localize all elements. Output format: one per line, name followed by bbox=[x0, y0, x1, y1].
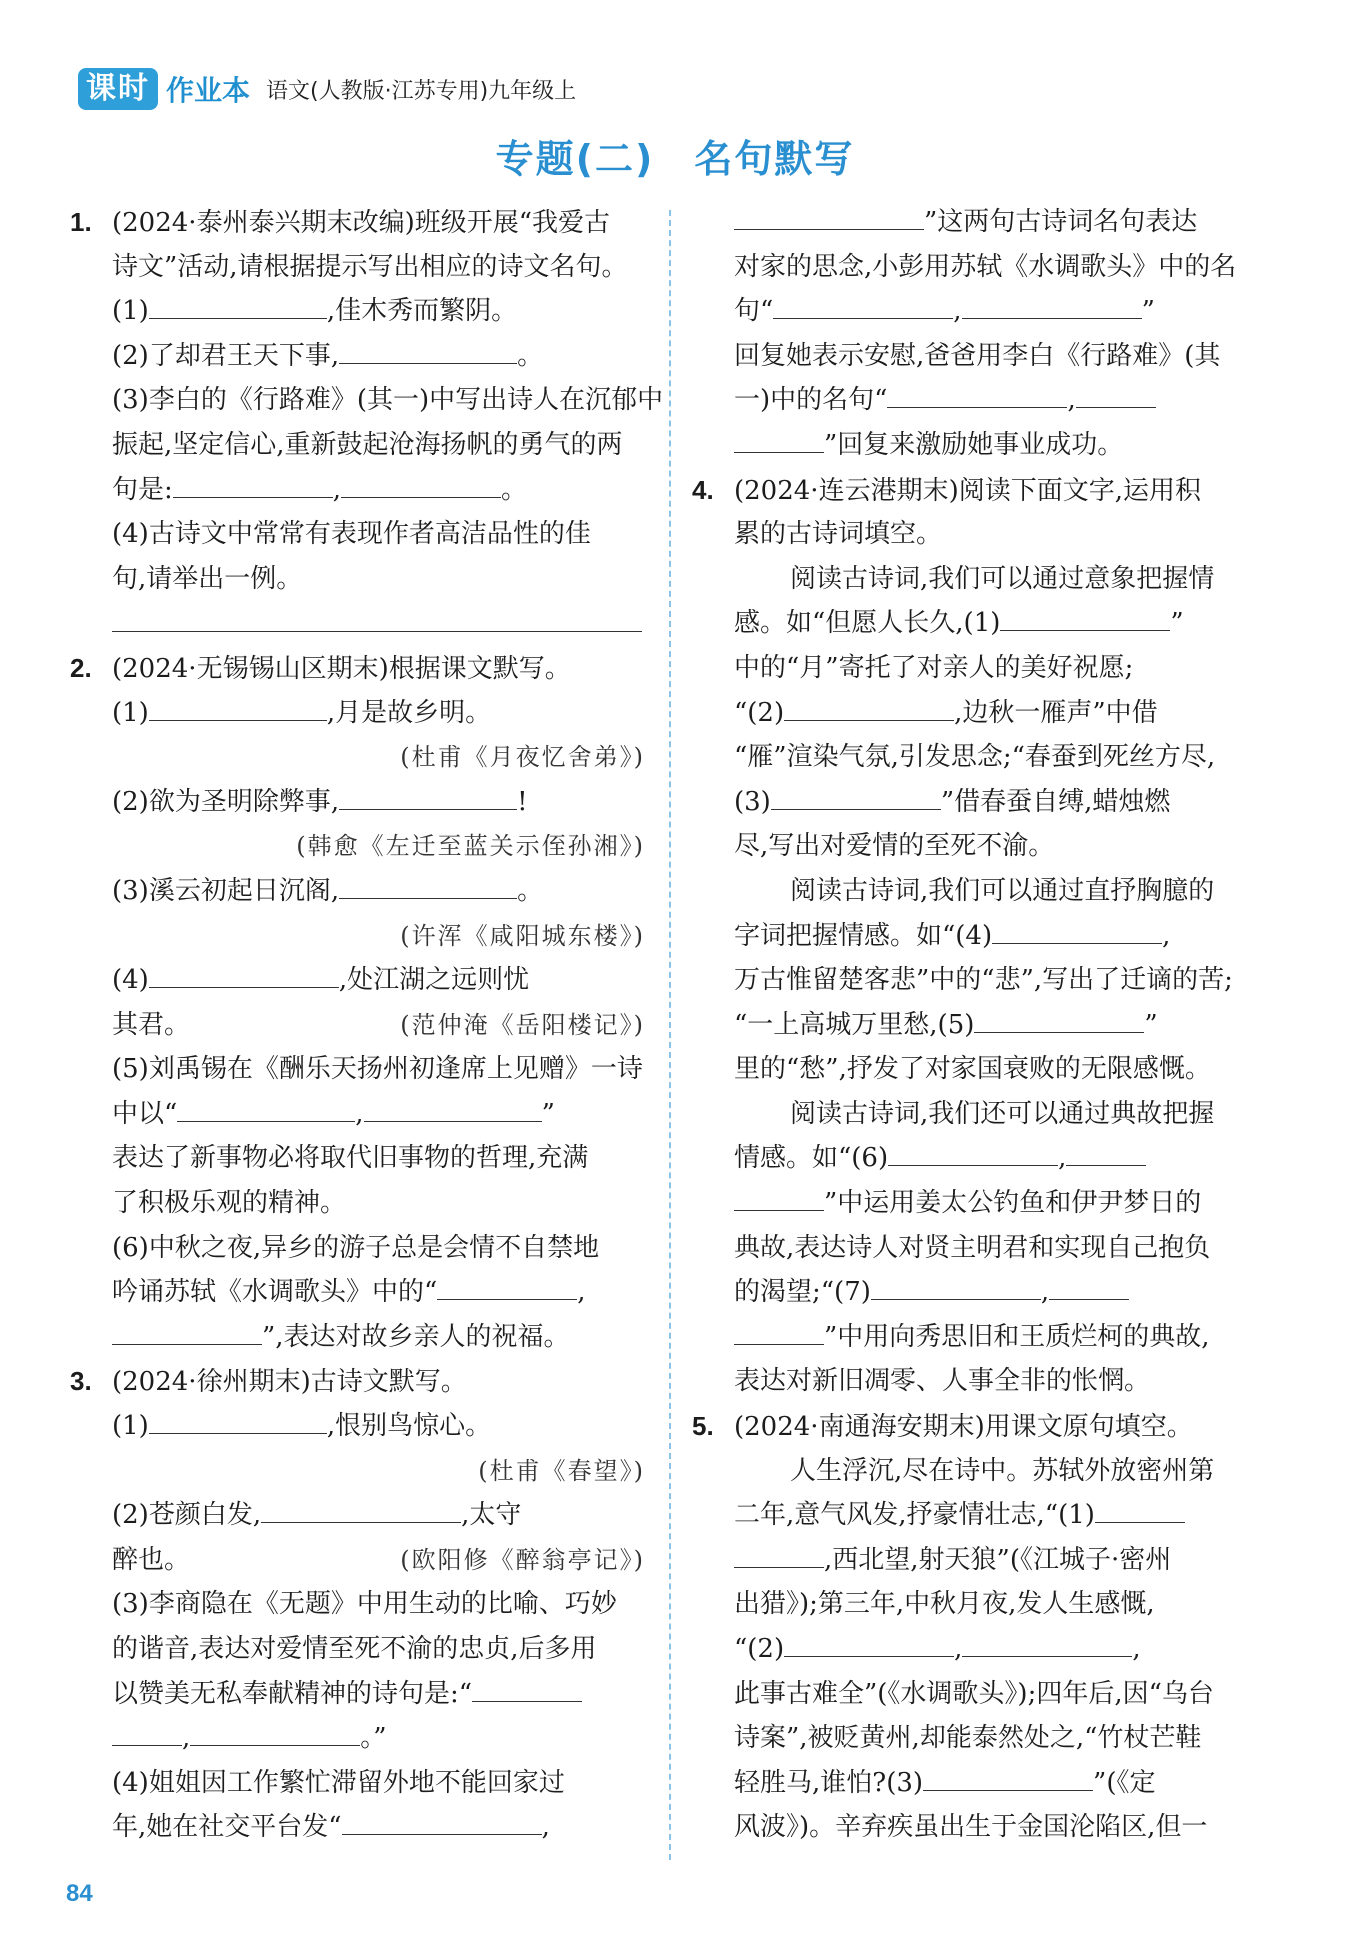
text-line bbox=[692, 1047, 1267, 1092]
text-line bbox=[692, 1805, 1267, 1850]
question-number: 2. bbox=[70, 652, 92, 683]
answer-blank[interactable] bbox=[339, 872, 517, 899]
text: 阅读古诗词,我们可以通过意象把握情 bbox=[790, 563, 1215, 594]
source-citation: (范仲淹《岳阳楼记》) bbox=[400, 1010, 645, 1039]
text: , bbox=[1040, 1277, 1050, 1308]
text: (6)中秋之夜,异乡的游子总是会情不自禁地 bbox=[112, 1232, 600, 1263]
text: 对家的思念,小彭用苏轼《水调歌头》中的名 bbox=[734, 251, 1237, 282]
q2-sub3 bbox=[70, 869, 645, 914]
text-line bbox=[70, 1582, 645, 1627]
text: ” bbox=[1170, 608, 1184, 639]
text: , bbox=[541, 1812, 550, 1843]
text: , bbox=[1132, 1634, 1141, 1664]
text: 。 bbox=[501, 474, 528, 505]
left-column bbox=[70, 200, 664, 1850]
text-line bbox=[70, 512, 645, 557]
logo-box: 课时 bbox=[78, 68, 158, 110]
continued-answer-3 bbox=[692, 378, 1267, 423]
text: 了积极乐观的精神。 bbox=[112, 1188, 347, 1219]
text: (2)欲为圣明除弊事, bbox=[112, 786, 340, 817]
source-citation: (韩愈《左迁至蓝关示侄孙湘》) bbox=[296, 832, 645, 861]
text: 振起,坚定信心,重新鼓起沧海扬帆的勇气的两 bbox=[112, 429, 623, 460]
answer-blank[interactable] bbox=[1095, 1496, 1185, 1523]
subject-label: 语文(人教版·江苏专用)九年级上 bbox=[266, 78, 577, 104]
text-line bbox=[692, 1449, 1267, 1494]
text: 诗文”活动,请根据提示写出相应的诗文名句。 bbox=[112, 251, 628, 282]
text: (2024·南通海安期末)用课文原句填空。 bbox=[734, 1412, 1193, 1443]
page-number: 84 bbox=[66, 1880, 93, 1907]
answer-blank[interactable] bbox=[112, 1719, 182, 1746]
text: 一)中的名句“ bbox=[734, 385, 888, 416]
text: (5)刘禹锡在《酬乐天扬州初逢席上见赠》一诗 bbox=[112, 1054, 643, 1085]
text: 句,请举出一例。 bbox=[112, 563, 303, 594]
right-column bbox=[692, 200, 1267, 1850]
answer-blank[interactable] bbox=[339, 337, 517, 364]
text: (3)李商隐在《无题》中用生动的比喻、巧妙 bbox=[112, 1589, 617, 1620]
question-2-line bbox=[70, 646, 645, 691]
text: ”回复来激励她事业成功。 bbox=[824, 429, 1124, 460]
text: , bbox=[332, 474, 342, 505]
text: (2024·徐州期末)古诗文默写。 bbox=[112, 1367, 467, 1398]
source-citation: (杜甫《月夜忆舍弟》) bbox=[400, 743, 645, 772]
text: ” bbox=[1144, 1009, 1158, 1040]
answer-blank[interactable] bbox=[734, 426, 824, 453]
text-line bbox=[70, 557, 645, 602]
text: (1) bbox=[112, 1411, 149, 1442]
question-number: 1. bbox=[70, 207, 92, 237]
continued-answer-2 bbox=[692, 289, 1267, 334]
text: 醉也。 bbox=[112, 1544, 191, 1575]
text-line bbox=[692, 869, 1267, 914]
q2-sub4 bbox=[70, 958, 645, 1003]
text: ” bbox=[541, 1098, 555, 1129]
q3-sub2-line2 bbox=[70, 1538, 645, 1583]
answer-blank[interactable] bbox=[1049, 1273, 1129, 1300]
q3-sub4-answer bbox=[70, 1805, 645, 1850]
question-number: 3. bbox=[70, 1366, 92, 1397]
answer-blank[interactable] bbox=[342, 1808, 542, 1835]
text-line bbox=[692, 1092, 1267, 1137]
q4-blank6-2 bbox=[692, 1181, 1267, 1226]
text-line bbox=[692, 1672, 1267, 1717]
text: 吟诵苏轼《水调歌头》中的“ bbox=[112, 1277, 438, 1308]
text: 阅读古诗词,我们还可以通过典故把握 bbox=[790, 1098, 1215, 1129]
text: “一上高城万里愁,(5) bbox=[734, 1009, 975, 1040]
text: 尽,写出对爱情的至死不渝。 bbox=[734, 831, 1055, 862]
text: 人生浮沉,尽在诗中。苏轼外放密州第 bbox=[790, 1455, 1215, 1486]
answer-blank[interactable] bbox=[1076, 381, 1156, 408]
q1-sub1 bbox=[70, 289, 645, 334]
text-line bbox=[70, 1181, 645, 1226]
text: , bbox=[1058, 1143, 1067, 1174]
q2-sub6-answer bbox=[70, 1270, 645, 1315]
text: 中以“ bbox=[112, 1098, 178, 1129]
q4-blank2 bbox=[692, 691, 1267, 736]
text: (4)古诗文中常常有表现作者高洁品性的佳 bbox=[112, 519, 591, 550]
source-citation: (杜甫《春望》) bbox=[478, 1456, 645, 1485]
text: 诗案”,被贬黄州,却能泰然处之,“竹杖芒鞋 bbox=[734, 1723, 1202, 1754]
answer-blank[interactable] bbox=[261, 1496, 461, 1523]
source-citation: (许浑《咸阳城东楼》) bbox=[400, 921, 645, 950]
text: (2)了却君王天下事, bbox=[112, 340, 340, 371]
q2-sub5-answer bbox=[70, 1092, 645, 1137]
q1-sub2 bbox=[70, 334, 645, 379]
text: , bbox=[954, 1634, 963, 1664]
q3-sub1 bbox=[70, 1404, 645, 1449]
answer-blank[interactable] bbox=[734, 1184, 824, 1211]
q4-blank1 bbox=[692, 601, 1267, 646]
q4-blank7 bbox=[692, 1270, 1267, 1315]
answer-blank[interactable] bbox=[149, 694, 327, 721]
q5-blank1-2 bbox=[692, 1538, 1267, 1583]
text: 阅读古诗词,我们可以通过直抒胸臆的 bbox=[790, 875, 1215, 906]
text-line bbox=[692, 512, 1267, 557]
question-3-line bbox=[70, 1359, 645, 1404]
text: “(2) bbox=[734, 1634, 785, 1664]
text-line bbox=[692, 1359, 1267, 1404]
text: (3) bbox=[734, 786, 771, 817]
text: 里的“愁”,抒发了对家国衰败的无限感慨。 bbox=[734, 1054, 1211, 1085]
answer-blank[interactable] bbox=[974, 1006, 1144, 1033]
text: 二年,意气风发,抒豪情壮志,“(1) bbox=[734, 1500, 1095, 1531]
text-line bbox=[692, 824, 1267, 869]
text: 此事古难全”(《水调歌头》);四年后,因“乌台 bbox=[734, 1678, 1214, 1709]
text: ,边秋一雁声”中借 bbox=[954, 697, 1158, 728]
q3-sub3-answer-2 bbox=[70, 1716, 645, 1761]
text: 。” bbox=[360, 1723, 387, 1754]
text: 。 bbox=[517, 875, 544, 906]
text-line bbox=[692, 1716, 1267, 1761]
q1-sub3-answer bbox=[70, 468, 645, 513]
text: 的谐音,表达对爱情至死不渝的忠贞,后多用 bbox=[112, 1634, 597, 1664]
text: , bbox=[953, 296, 962, 327]
text: ,处江湖之远则忧 bbox=[338, 965, 530, 996]
answer-blank[interactable] bbox=[149, 292, 327, 319]
text-line bbox=[692, 735, 1267, 780]
question-number: 5. bbox=[692, 1411, 714, 1442]
continued-answer bbox=[692, 200, 1267, 245]
text: ”,表达对故乡亲人的祝福。 bbox=[262, 1321, 570, 1352]
answer-blank[interactable] bbox=[190, 1719, 360, 1746]
text-line bbox=[70, 423, 645, 468]
question-5-line bbox=[692, 1404, 1267, 1449]
text: 感。如“但愿人长久,(1) bbox=[734, 608, 1001, 639]
q5-blank1 bbox=[692, 1493, 1267, 1538]
text: 字词把握情感。如“(4) bbox=[734, 920, 993, 951]
q3-sub2 bbox=[70, 1493, 645, 1538]
text: (2024·泰州泰兴期末改编)班级开展“我爱古 bbox=[112, 208, 611, 238]
text-line bbox=[70, 1761, 645, 1806]
continued-answer-4 bbox=[692, 423, 1267, 468]
answer-blank[interactable] bbox=[734, 1318, 824, 1345]
answer-blank[interactable] bbox=[364, 1095, 542, 1122]
text: ,西北望,射天狼”(《江城子·密州 bbox=[824, 1544, 1172, 1575]
text-line bbox=[692, 646, 1267, 691]
text: 轻胜马,谁怕?(3) bbox=[734, 1767, 924, 1798]
answer-blank[interactable] bbox=[962, 1630, 1132, 1657]
text-line bbox=[692, 1582, 1267, 1627]
text: 回复她表示安慰,爸爸用李白《行路难》(其 bbox=[734, 340, 1221, 371]
answer-blank[interactable] bbox=[887, 381, 1067, 408]
text: , bbox=[182, 1723, 191, 1754]
text: , bbox=[577, 1277, 586, 1308]
answer-blank[interactable] bbox=[888, 1139, 1058, 1166]
answer-blank[interactable] bbox=[173, 471, 333, 498]
q4-blank7-2 bbox=[692, 1315, 1267, 1360]
question-1-line bbox=[70, 200, 645, 245]
text: 的渴望;“(7) bbox=[734, 1277, 871, 1308]
text: 句是: bbox=[112, 474, 173, 505]
answer-blank[interactable] bbox=[784, 1630, 954, 1657]
topic-title: 专题(二) 名句默写 bbox=[495, 137, 855, 181]
answer-blank[interactable] bbox=[339, 783, 517, 810]
text: ! bbox=[517, 786, 528, 817]
text: (2024·无锡锡山区期末)根据课文默写。 bbox=[112, 653, 571, 684]
q4-blank6 bbox=[692, 1136, 1267, 1181]
text-line bbox=[70, 1136, 645, 1181]
text: 风波》)。辛弃疾虽出生于金国沦陷区,但一 bbox=[734, 1812, 1208, 1843]
text: 出猎》);第三年,中秋月夜,发人生感慨, bbox=[734, 1589, 1155, 1620]
text-line bbox=[70, 378, 664, 423]
text: ,太守 bbox=[461, 1500, 522, 1531]
question-4-line bbox=[692, 468, 1267, 513]
text: 表达了新事物必将取代旧事物的哲理,充满 bbox=[112, 1143, 589, 1174]
q4-blank4 bbox=[692, 914, 1267, 959]
answer-blank[interactable] bbox=[341, 471, 501, 498]
text: (2)苍颜白发, bbox=[112, 1500, 262, 1531]
text: (3)溪云初起日沉阁, bbox=[112, 875, 340, 906]
text-line bbox=[692, 1226, 1267, 1271]
answer-blank[interactable] bbox=[771, 783, 941, 810]
text: ,佳木秀而繁阴。 bbox=[326, 296, 518, 327]
answer-blank[interactable] bbox=[149, 1407, 327, 1434]
header bbox=[78, 66, 576, 112]
text: 累的古诗词填空。 bbox=[734, 519, 943, 550]
text: “(2) bbox=[734, 697, 785, 728]
text: , bbox=[355, 1098, 364, 1129]
column-divider bbox=[669, 210, 671, 1860]
text: “雁”渲染气氛,引发思念;“春蚕到死丝方尽, bbox=[734, 742, 1216, 773]
answer-blank[interactable] bbox=[112, 601, 642, 632]
q4-blank3 bbox=[692, 780, 1267, 825]
answer-blank[interactable] bbox=[149, 961, 339, 988]
source-citation: (欧阳修《醉翁亭记》) bbox=[400, 1545, 645, 1574]
text: (3)李白的《行路难》(其一)中写出诗人在沉郁中 bbox=[112, 385, 664, 416]
text: ”(《定 bbox=[1093, 1767, 1156, 1798]
text: (2024·连云港期末)阅读下面文字,运用积 bbox=[734, 475, 1201, 506]
q2-sub1 bbox=[70, 691, 645, 736]
answer-blank[interactable] bbox=[472, 1675, 582, 1702]
text: 情感。如“(6) bbox=[734, 1143, 889, 1174]
text: 万古惟留楚客悲”中的“悲”,写出了迁谪的苦; bbox=[734, 965, 1233, 996]
logo-text: 作业本 bbox=[166, 74, 251, 107]
text: 句“ bbox=[734, 296, 774, 327]
answer-blank[interactable] bbox=[112, 1318, 262, 1345]
text-line bbox=[70, 245, 645, 290]
text: (1) bbox=[112, 296, 149, 327]
text: 中的“月”寄托了对亲人的美好祝愿; bbox=[734, 652, 1134, 683]
answer-blank[interactable] bbox=[437, 1273, 577, 1300]
q1-sub4-answer-line bbox=[70, 601, 645, 646]
text-line bbox=[70, 1226, 645, 1271]
text: ,月是故乡明。 bbox=[326, 697, 492, 728]
text-line bbox=[70, 1047, 645, 1092]
text: 。 bbox=[517, 340, 544, 371]
q5-blank3 bbox=[692, 1761, 1267, 1806]
text: ” bbox=[1141, 296, 1155, 327]
text: 表达对新旧凋零、人事全非的怅惘。 bbox=[734, 1366, 1151, 1397]
answer-blank[interactable] bbox=[871, 1273, 1041, 1300]
answer-blank[interactable] bbox=[773, 292, 953, 319]
text: 其君。 bbox=[112, 1009, 191, 1040]
text: , bbox=[1067, 385, 1076, 416]
answer-blank[interactable] bbox=[923, 1764, 1093, 1791]
answer-blank[interactable] bbox=[1000, 604, 1170, 631]
text: (1) bbox=[112, 697, 149, 728]
q4-blank5 bbox=[692, 1003, 1267, 1048]
q2-sub6-answer-2 bbox=[70, 1315, 645, 1360]
q5-blank2 bbox=[692, 1627, 1267, 1672]
answer-blank[interactable] bbox=[734, 1541, 824, 1568]
text-line bbox=[692, 557, 1267, 602]
text: ,恨别鸟惊心。 bbox=[326, 1411, 492, 1442]
answer-blank[interactable] bbox=[177, 1095, 355, 1122]
text: , bbox=[1162, 920, 1171, 951]
q2-sub2 bbox=[70, 780, 645, 825]
text: 年,她在社交平台发“ bbox=[112, 1812, 342, 1843]
text-line bbox=[692, 958, 1267, 1003]
q2-sub4-line2 bbox=[70, 1003, 645, 1048]
question-number: 4. bbox=[692, 474, 714, 505]
text: (4) bbox=[112, 965, 149, 996]
text: ”中用向秀思旧和王质烂柯的典故, bbox=[824, 1321, 1210, 1352]
answer-blank[interactable] bbox=[992, 917, 1162, 944]
text: ”借春蚕自缚,蜡烛燃 bbox=[940, 786, 1171, 817]
text: ”这两句古诗词名句表达 bbox=[924, 207, 1198, 237]
answer-blank[interactable] bbox=[784, 694, 954, 721]
text: 以赞美无私奉献精神的诗句是:“ bbox=[112, 1678, 473, 1709]
answer-blank[interactable] bbox=[962, 292, 1142, 319]
text: (4)姐姐因工作繁忙滞留外地不能回家过 bbox=[112, 1767, 565, 1798]
answer-blank[interactable] bbox=[1066, 1139, 1146, 1166]
text-line bbox=[70, 1627, 645, 1672]
text: ”中运用姜太公钓鱼和伊尹梦日的 bbox=[824, 1188, 1202, 1219]
answer-blank[interactable] bbox=[734, 203, 924, 230]
text-line bbox=[692, 334, 1267, 379]
text-line bbox=[692, 245, 1267, 290]
text: 典故,表达诗人对贤主明君和实现自己抱负 bbox=[734, 1232, 1211, 1263]
q3-sub3-answer bbox=[70, 1672, 645, 1717]
